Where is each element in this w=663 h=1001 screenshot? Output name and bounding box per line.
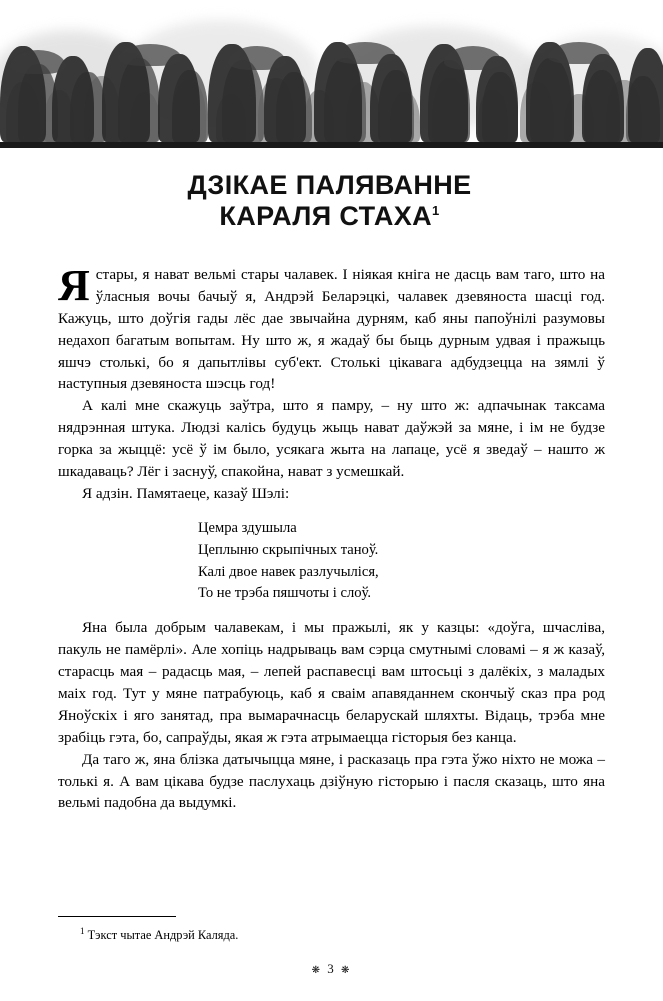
title-area xyxy=(0,170,663,248)
page-number: 3 xyxy=(327,961,336,976)
body-text xyxy=(58,261,605,814)
qr-code[interactable] xyxy=(545,162,607,224)
header-illustration xyxy=(0,0,663,148)
horses-wash xyxy=(0,20,663,148)
footnote-divider xyxy=(58,916,176,917)
horse-silhouette xyxy=(158,54,200,142)
folio-ornament-right: ❋ xyxy=(341,965,352,976)
paragraph: Да таго ж, яна блізка датычыцца мяне, і расказаць пра гэта ўжо ніхто не можа – толькі я. А вам цікава будзе паслухаць дзіўную гісторыю і пасля сказаць, што яна вельмі падобна да выдумкі. xyxy=(58,750,605,812)
footnote-marker: 1 xyxy=(80,925,85,936)
horse-silhouette xyxy=(628,48,663,142)
title-footnote-marker: 1 xyxy=(432,203,440,219)
paragraph xyxy=(58,261,605,395)
verse-line: Цеплыню скрыпічных таноў. xyxy=(198,541,379,558)
verse-line: Цемра здушыла xyxy=(198,519,297,536)
qr-code-pattern xyxy=(545,162,607,224)
verse-line: То не трэба пяшчоты і слоў. xyxy=(198,585,372,602)
page-content xyxy=(0,148,663,1001)
footnote xyxy=(58,926,578,943)
verse-block xyxy=(58,518,605,606)
paragraph: Яна была добрым чалавекам, і мы пражылі, як у казцы: «доўга, шчасліва, пакуль не памёрлі». Але хопіць надрываць вам сэрца смутнымі словамі – я ж казаў, старасць мая – радасць мая, – лепей распавесці вам штосьці з далёкіх, з маладых маіх год. Тут у мяне патрабуюць, каб я сваім апавяданнем скончыў сказ пра род Яноўскіх і яго занятад, пра вымарачнасць беларускай шляхты. Відаць, трэба мне зрабіць гэта, бо, сапраўды, якая ж гэта атрымаецца гісторыя без канца. xyxy=(58,619,605,746)
footnote-text: Тэкст чытае Андрэй Каляда. xyxy=(84,927,239,942)
page-folio xyxy=(0,961,663,977)
page-title-line2: КАРАЛЯ СТАХА xyxy=(219,201,433,232)
paragraph: А калі мне скажуць заўтра, што я памру, – ну што ж: адпачынак таксама нядрэнная штука. Людзі калісь будуць жыць нават даўжэй за мяне, і ім не будзе горка за жыццё: усё ў ім было, усякага жыта на лапаце, усё я зведаў – нашто ж шкадаваць? Лёг і заснуў, спакойна, нават з усмешкай. xyxy=(58,397,605,481)
horse-silhouette xyxy=(582,54,624,142)
drop-cap: Я xyxy=(58,261,90,310)
paragraph: Я адзін. Памятаеце, казаў Шэлі: xyxy=(82,484,290,502)
paragraph-text: стары, я нават вельмі стары чалавек. І ніякая кніга не дасць вам таго, што на ўласныя вочы бачыў я, Андрэй Беларэцкі, чалавек дзевяноста шасці год. Кажуць, што доўгія гады лёс дае звычайна дурням, каб яны папоўнілі разумовы недахоп багатым вопытам. Ну што ж, я жадаў бы быць дурным удвая і пражыць яшчэ столькі, бо я дапытлівы суб'ект. Столькі цікавага адбудзецца на зямлі ў наступныя дзевяноста шэсць год! xyxy=(58,266,605,393)
folio-ornament-left: ❋ xyxy=(311,965,322,976)
page-title-line1: ДЗІКАЕ ПАЛЯВАННЕ xyxy=(187,170,472,200)
verse-line: Калі двое навек разлучыліся, xyxy=(198,563,379,580)
horse-silhouette xyxy=(370,54,412,142)
